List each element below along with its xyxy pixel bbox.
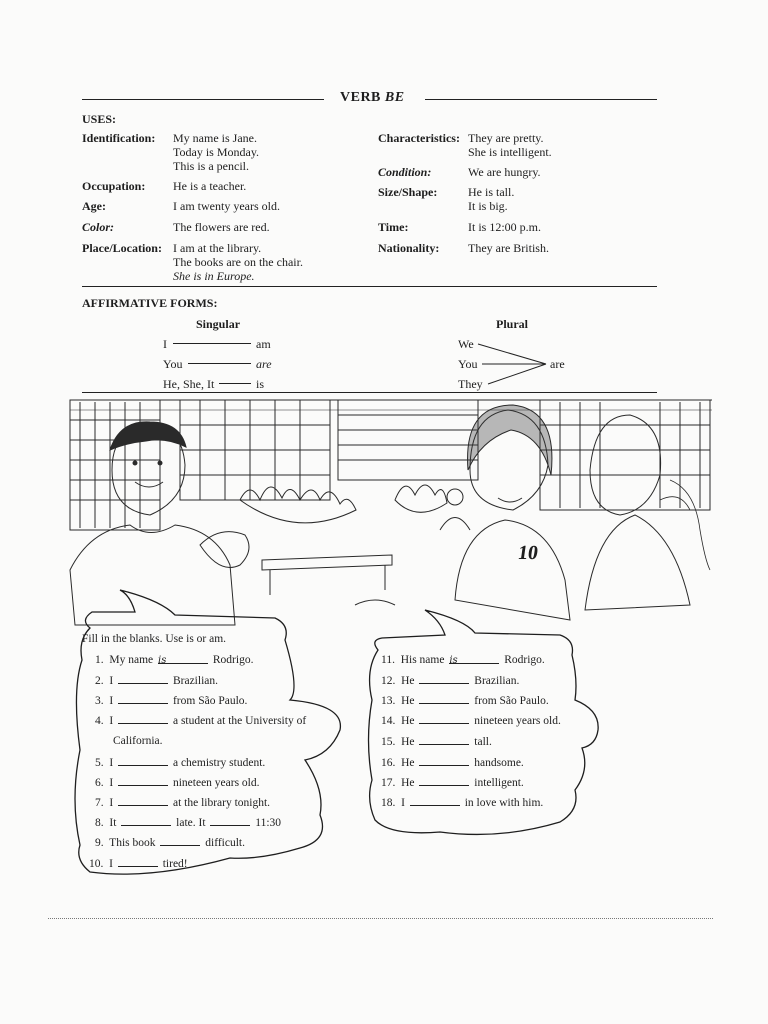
answer-blank[interactable] (118, 755, 168, 766)
singular-label: Singular (196, 317, 241, 331)
exercise-item: 5. I a chemistry student. (95, 757, 266, 769)
exercise-item: 6. I nineteen years old. (95, 777, 260, 789)
plural-subject: We (458, 337, 474, 351)
singular-verb: are (256, 357, 272, 371)
use-label: Occupation: (82, 179, 146, 193)
plural-subject: They (458, 377, 483, 391)
use-example: It is big. (468, 199, 508, 213)
use-example: I am twenty years old. (173, 199, 280, 213)
answer-blank[interactable] (419, 734, 469, 745)
use-example: She is intelligent. (468, 145, 552, 159)
answer-blank[interactable] (419, 775, 469, 786)
answer-blank[interactable]: is (158, 653, 208, 664)
use-example: It is 12:00 p.m. (468, 220, 542, 234)
page-title: VERB BE (340, 90, 405, 105)
answer-blank[interactable] (419, 755, 469, 766)
answer-blank[interactable] (118, 775, 168, 786)
use-example: My name is Jane. (173, 131, 257, 145)
use-label: Nationality: (378, 241, 440, 255)
exercise-item: 2. I Brazilian. (95, 675, 218, 687)
affirmative-heading: AFFIRMATIVE FORMS: (82, 296, 218, 310)
exercise-item: 16. He handsome. (381, 757, 524, 769)
answer-blank[interactable]: is (449, 653, 499, 664)
plural-label: Plural (496, 317, 528, 331)
use-example: He is tall. (468, 185, 515, 199)
use-example: The books are on the chair. (173, 255, 303, 269)
answer-blank[interactable] (118, 713, 168, 724)
exercise-item: 11. His name is Rodrigo. (381, 654, 545, 666)
answer-blank[interactable] (160, 835, 200, 846)
uses-heading: USES: (82, 112, 117, 126)
singular-subject: I (163, 337, 167, 351)
use-example: She is in Europe. (173, 269, 255, 283)
exercise-item: 1. My name is Rodrigo. (95, 654, 254, 666)
exercise-item: 13. He from São Paulo. (381, 695, 549, 707)
use-label: Condition: (378, 165, 432, 179)
exercise-item: 9. This book difficult. (95, 837, 245, 849)
use-example: The flowers are red. (173, 220, 270, 234)
use-example: They are pretty. (468, 131, 544, 145)
use-label: Age: (82, 199, 106, 213)
answer-blank[interactable] (118, 693, 168, 704)
exercise-item: 7. I at the library tonight. (95, 797, 271, 809)
answer-blank[interactable] (419, 693, 469, 704)
exercise-item: 17. He intelligent. (381, 777, 524, 789)
answer-blank[interactable] (419, 673, 469, 684)
answer-blank[interactable] (210, 815, 250, 826)
answer-blank[interactable] (121, 815, 171, 826)
use-label: Place/Location: (82, 241, 162, 255)
exercise-item: 12. He Brazilian. (381, 675, 520, 687)
use-example: This is a pencil. (173, 159, 249, 173)
exercise-item: 18. I in love with him. (381, 797, 544, 809)
use-label: Color: (82, 220, 115, 234)
singular-subject: You (163, 357, 183, 371)
exercise-item: 14. He nineteen years old. (381, 715, 561, 727)
singular-subject: He, She, It (163, 377, 215, 391)
use-example: He is a teacher. (173, 179, 247, 193)
exercise-item: 10. I tired! (89, 858, 188, 870)
answer-blank[interactable] (410, 795, 460, 806)
singular-verb: is (256, 377, 265, 391)
use-label: Size/Shape: (378, 185, 438, 199)
plural-subject: You (458, 357, 478, 371)
exercise-item: 15. He tall. (381, 736, 492, 748)
plural-verb: are (550, 357, 565, 371)
use-label: Time: (378, 220, 409, 234)
use-label: Identification: (82, 131, 156, 145)
use-example: I am at the library. (173, 241, 262, 255)
use-label: Characteristics: (378, 131, 460, 145)
answer-blank[interactable] (118, 795, 168, 806)
singular-verb: am (256, 337, 271, 351)
exercise-item: 8. It late. It 11:30 (95, 817, 282, 829)
answer-blank[interactable] (118, 856, 158, 867)
exercise-item: 3. I from São Paulo. (95, 695, 248, 707)
exercise-instruction: Fill in the blanks. Use is or am. (82, 633, 227, 645)
use-example: We are hungry. (468, 165, 541, 179)
answer-blank[interactable] (118, 673, 168, 684)
exercise-item: 4. I a student at the University of (95, 715, 307, 727)
answer-blank[interactable] (419, 713, 469, 724)
scan-edge (48, 918, 713, 919)
use-example: They are British. (468, 241, 549, 255)
jersey-number: 10 (516, 542, 540, 564)
exercise-item-continuation: California. (113, 735, 163, 747)
use-example: Today is Monday. (173, 145, 260, 159)
